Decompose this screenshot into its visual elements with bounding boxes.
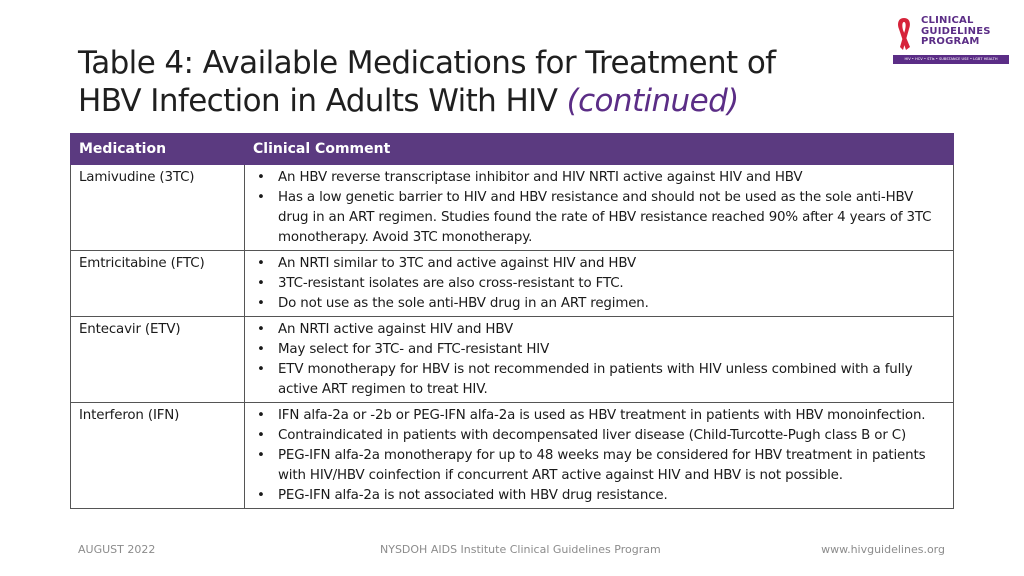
list-item: • An HBV reverse transcriptase inhibitor and HIV NRTI active against HIV and HBV [253,168,945,188]
clinical-guidelines-logo [893,14,1009,64]
table-row [71,317,954,403]
table-row [71,165,954,251]
comment-cell [245,165,954,251]
footer-program: NYSDOH AIDS Institute Clinical Guidelines Program [380,543,661,556]
list-item: • 3TC-resistant isolates are also cross-resistant to FTC. [253,274,945,294]
list-item: • PEG-IFN alfa-2a monotherapy for up to 48 weeks may be considered for HBV treatment in patients with HIV/HBV coinfection if concurrent ART active against HIV and HBV is not possible. [253,446,945,486]
column-header-clinical-comment: Clinical Comment [245,134,954,165]
title-line-2 [78,82,878,120]
ribbon-icon [893,16,915,52]
medication-cell: Lamivudine (3TC) [71,165,245,251]
table-row [71,403,954,509]
table-row [71,251,954,317]
comment-list [253,254,945,314]
medications-table [70,133,954,509]
list-item: • An NRTI similar to 3TC and active against HIV and HBV [253,254,945,274]
footer-url: www.hivguidelines.org [821,543,945,556]
logo-tagline: HIV • HCV • STIs • SUBSTANCE USE • LGBT HEALTH [893,55,1009,64]
comment-list [253,168,945,248]
comment-cell [245,251,954,317]
column-header-medication: Medication [71,134,245,165]
list-item: • PEG-IFN alfa-2a is not associated with HBV drug resistance. [253,486,945,506]
footer-date: AUGUST 2022 [78,543,156,556]
medication-cell: Emtricitabine (FTC) [71,251,245,317]
list-item: • May select for 3TC- and FTC-resistant HIV [253,340,945,360]
table-header-row [71,134,954,165]
logo-line-1: CLINICAL [921,15,974,26]
title-line-1: Table 4: Available Medications for Treatment of [78,45,776,81]
list-item: • IFN alfa-2a or -2b or PEG-IFN alfa-2a is used as HBV treatment in patients with HBV monoinfection. [253,406,945,426]
logo-wordmark [921,16,991,48]
comment-list [253,320,945,400]
title-continued: (continued) [566,83,739,119]
comment-list [253,406,945,506]
list-item: • Do not use as the sole anti-HBV drug in an ART regimen. [253,294,945,314]
logo-line-2: GUIDELINES [921,25,991,37]
slide-title [78,44,878,120]
logo-line-3: PROGRAM [921,36,980,47]
comment-cell [245,317,954,403]
title-line-2-main: HBV Infection in Adults With HIV [78,83,558,119]
list-item: • ETV monotherapy for HBV is not recommended in patients with HIV unless combined with a fully active ART regimen to treat HIV. [253,360,945,400]
medication-cell: Entecavir (ETV) [71,317,245,403]
comment-cell [245,403,954,509]
list-item: • Has a low genetic barrier to HIV and HBV resistance and should not be used as the sole anti-HBV drug in an ART regimen. Studies found the rate of HBV resistance reached 90% after 4 years of 3TC monotherapy. Avoid 3TC monotherapy. [253,188,945,248]
list-item: • Contraindicated in patients with decompensated liver disease (Child-Turcotte-Pugh class B or C) [253,426,945,446]
medication-cell: Interferon (IFN) [71,403,245,509]
list-item: • An NRTI active against HIV and HBV [253,320,945,340]
